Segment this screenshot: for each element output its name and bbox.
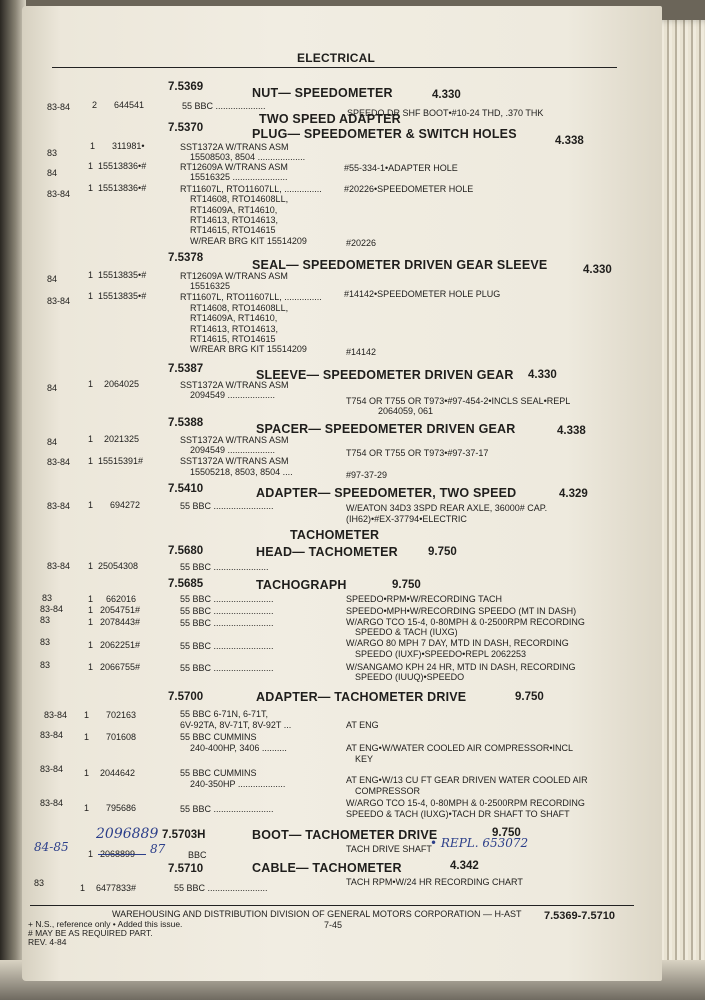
group-number: 7.5680 bbox=[168, 545, 204, 557]
group-title: ADAPTER— TACHOMETER DRIVE bbox=[256, 690, 467, 704]
group-page-ref: 9.750 bbox=[515, 691, 544, 703]
footer-revision: REV. 4-84 bbox=[28, 937, 67, 947]
group-number: 7.5388 bbox=[168, 417, 204, 429]
group-title: SPACER— SPEEDOMETER DRIVEN GEAR bbox=[256, 422, 516, 436]
footer-page-number: 7-45 bbox=[324, 920, 343, 930]
group-page-ref: 4.330 bbox=[432, 89, 461, 101]
group-page-ref: 4.338 bbox=[557, 425, 586, 437]
group-title: NUT— SPEEDOMETER bbox=[252, 86, 393, 100]
group-page-ref: 4.330 bbox=[583, 264, 612, 276]
group-number: 7.5710 bbox=[168, 863, 204, 875]
group-number: 7.5387 bbox=[168, 363, 204, 375]
group-page-ref: 9.750 bbox=[392, 579, 421, 591]
footer-note: # MAY BE AS REQUIRED PART. bbox=[28, 928, 153, 938]
group-title: BOOT— TACHOMETER DRIVE bbox=[252, 828, 438, 842]
handwritten-year: 84-85 bbox=[34, 840, 69, 854]
group-title: SLEEVE— SPEEDOMETER DRIVEN GEAR bbox=[256, 368, 514, 382]
ink-strike bbox=[98, 854, 146, 855]
footer-rule bbox=[30, 905, 634, 906]
group-page-ref: 4.342 bbox=[450, 860, 479, 872]
footer-note: + N.S., reference only • Added this issue. bbox=[28, 919, 183, 929]
group-page-ref: 9.750 bbox=[428, 546, 457, 558]
group-title: PLUG— SPEEDOMETER & SWITCH HOLES bbox=[252, 127, 517, 141]
handwritten-replacement-note: • REPL. 653072 bbox=[430, 836, 529, 850]
group-number: 7.5685 bbox=[168, 578, 204, 590]
group-title: HEAD— TACHOMETER bbox=[256, 545, 398, 559]
group-title: TACHOGRAPH bbox=[256, 578, 347, 592]
catalog-page: ELECTRICAL 7.5369 NUT— SPEEDOMETER 4.330 83-84 2 644541 55 BBC .................... SPEEDO DR SHF BOOT•#10-24 THD, .370 THK TWO SPEED ADAPTER 7.5370 PLUG— SPEEDOMETER & SWITCH HOLES 4.338 83 1 311981• SST1372A W/TRANS ASM 15508503, 8504 ................... 84 1 15513836•# RT12609A W/TRANS ASM 15516325 ...................... #55-334-1•ADAPTER HOLE 83-84 1 15513836•# RT11607L, RTO11607LL, ............... #20226•SPEEDOMETER HOLE RT14608, RTO14608LL, RT14609A, RT14610, RT14613, RTO14613, RT14615, RTO14615 W/REAR BRG KIT 15514209 #20226 7.5378 SEAL— SPEEDOMETER DRIVEN GEAR SLEEVE 4.330 84 1 15513835•# RT12609A W/TRANS ASM 15516325 83-84 1 15513835•# RT11607L, RTO11607LL, ............... #14142•SPEEDOMETER HOLE PLUG RT14608, RTO14608LL, RT14609A, RT14610, RT14613, RTO14613, RT14615, RTO14615 W/REAR BRG KIT 15514209 #14142 7.5387 SLEEVE— SPEEDOMETER DRIVEN GEAR 4.330 84 1 2064025 SST1372A W/TRANS ASM 2094549 ................... T754 OR T755 OR T973•#97-454-2•INCLS SEAL•REPL 2064059, 061 7.5388 SPACER— SPEEDOMETER DRIVEN GEAR 4.338 84 1 2021325 SST1372A W/TRANS ASM 2094549 ................... T754 OR T755 OR T973•#97-37-17 83-84 1 15515391# SST1372A W/TRANS ASM 15505218, 8503, 8504 .... #97-37-29 7.5410 ADAPTER— SPEEDOMETER, TWO SPEED 4.329 83-84 1 694272 55 BBC ........................ W/EATON 34D3 3SPD REAR AXLE, 36000# CAP. (IH62)•#EX-37794•ELECTRIC TACHOMETER 7.5680 HEAD— TACHOMETER 9.750 83-84 1 25054308 55 BBC ...................... 7.5685 TACHOGRAPH 9.750 83 1 662016 55 BBC ........................ SPEEDO•RPM•W/RECORDING TACH 83-84 1 2054751# 55 BBC ........................ SPEEDO•MPH•W/RECORDING SPEEDO (MT IN DASH) 83 1 2078443# 55 BBC ........................ W/ARGO TCO 15-4, 0-80MPH & 0-2500RPM RECORDING SPEEDO & TACH (IUXG) 83 1 2062251# 55 BBC ........................ W/ARGO 80 MPH 7 DAY, MTD IN DASH, RECORDING SPEEDO (IUXF)•SPEEDO•REPL 2062253 83 1 2066755# 55 BBC ........................ W/SANGAMO KPH 24 HR, MTD IN DASH, RECORDING SPEEDO (IUUQ)•SPEEDO 7.5700 ADAPTER— TACHOMETER DRIVE 9.750 83-84 1 702163 55 BBC 6-71N, 6-71T, 6V-92TA, 8V-71T, 8V-92T ... AT ENG 83-84 1 701608 55 BBC CUMMINS 240-400HP, 3406 .......... AT ENG•W/WATER COOLED AIR COMPRESSOR•INCL KEY 83-84 1 2044642 55 BBC CUMMINS 240-350HP ................... AT ENG•W/13 CU FT GEAR DRIVEN WATER COOLED AIR COMPRESSOR 83-84 1 795686 55 BBC ........................ W/ARGO TCO 15-4, 0-80MPH & 0-2500RPM RECORDING SPEEDO & TACH (IUXG)•TACH DR SHAFT TO SHAFT 2096889 7.5703H BOOT— TACHOMETER DRIVE 9.750 84-85 1 2068899 87 BBC TACH DRIVE SHAFT • REPL. 653072 7.5710 CABLE— TACHOMETER 4.342 83 1 6477833# 55 BBC ........................ TACH RPM•W/24 HR RECORDING CHART WAREHOUSING AND DISTRIBUTION DIVISION OF GENERAL MOTORS CORPORATION — H-AST 7.5369-7.5710 7-45 + N.S., reference only • Added this issue. # MAY BE AS REQUIRED PART. REV. 4-84 bbox=[22, 6, 662, 981]
group-page-ref: 4.338 bbox=[555, 135, 584, 147]
group-pretitle: TWO SPEED ADAPTER bbox=[259, 112, 401, 126]
group-page-ref: 4.330 bbox=[528, 369, 557, 381]
footer-range: 7.5369-7.5710 bbox=[544, 910, 615, 922]
handwritten-qty: 87 bbox=[150, 842, 166, 856]
group-number: 7.5410 bbox=[168, 483, 204, 495]
group-title: SEAL— SPEEDOMETER DRIVEN GEAR SLEEVE bbox=[252, 258, 548, 272]
header-rule bbox=[52, 67, 617, 68]
handwritten-part-number: 2096889 bbox=[96, 826, 159, 842]
group-number: 7.5700 bbox=[168, 691, 204, 703]
struck-part-number: 2068899 bbox=[100, 849, 136, 859]
group-number: 7.5369 bbox=[168, 81, 204, 93]
group-number: 7.5370 bbox=[168, 122, 204, 134]
group-page-ref: 9.750 bbox=[492, 827, 521, 839]
group-page-ref: 4.329 bbox=[559, 488, 588, 500]
group-title: CABLE— TACHOMETER bbox=[252, 861, 402, 875]
group-number: 7.5378 bbox=[168, 252, 204, 264]
section-heading: TACHOMETER bbox=[290, 528, 380, 542]
section-title: ELECTRICAL bbox=[297, 51, 375, 65]
group-title: ADAPTER— SPEEDOMETER, TWO SPEED bbox=[256, 486, 517, 500]
footer-organization: WAREHOUSING AND DISTRIBUTION DIVISION OF GENERAL MOTORS CORPORATION — H-AST bbox=[112, 909, 522, 919]
group-number: 7.5703H bbox=[162, 829, 206, 841]
